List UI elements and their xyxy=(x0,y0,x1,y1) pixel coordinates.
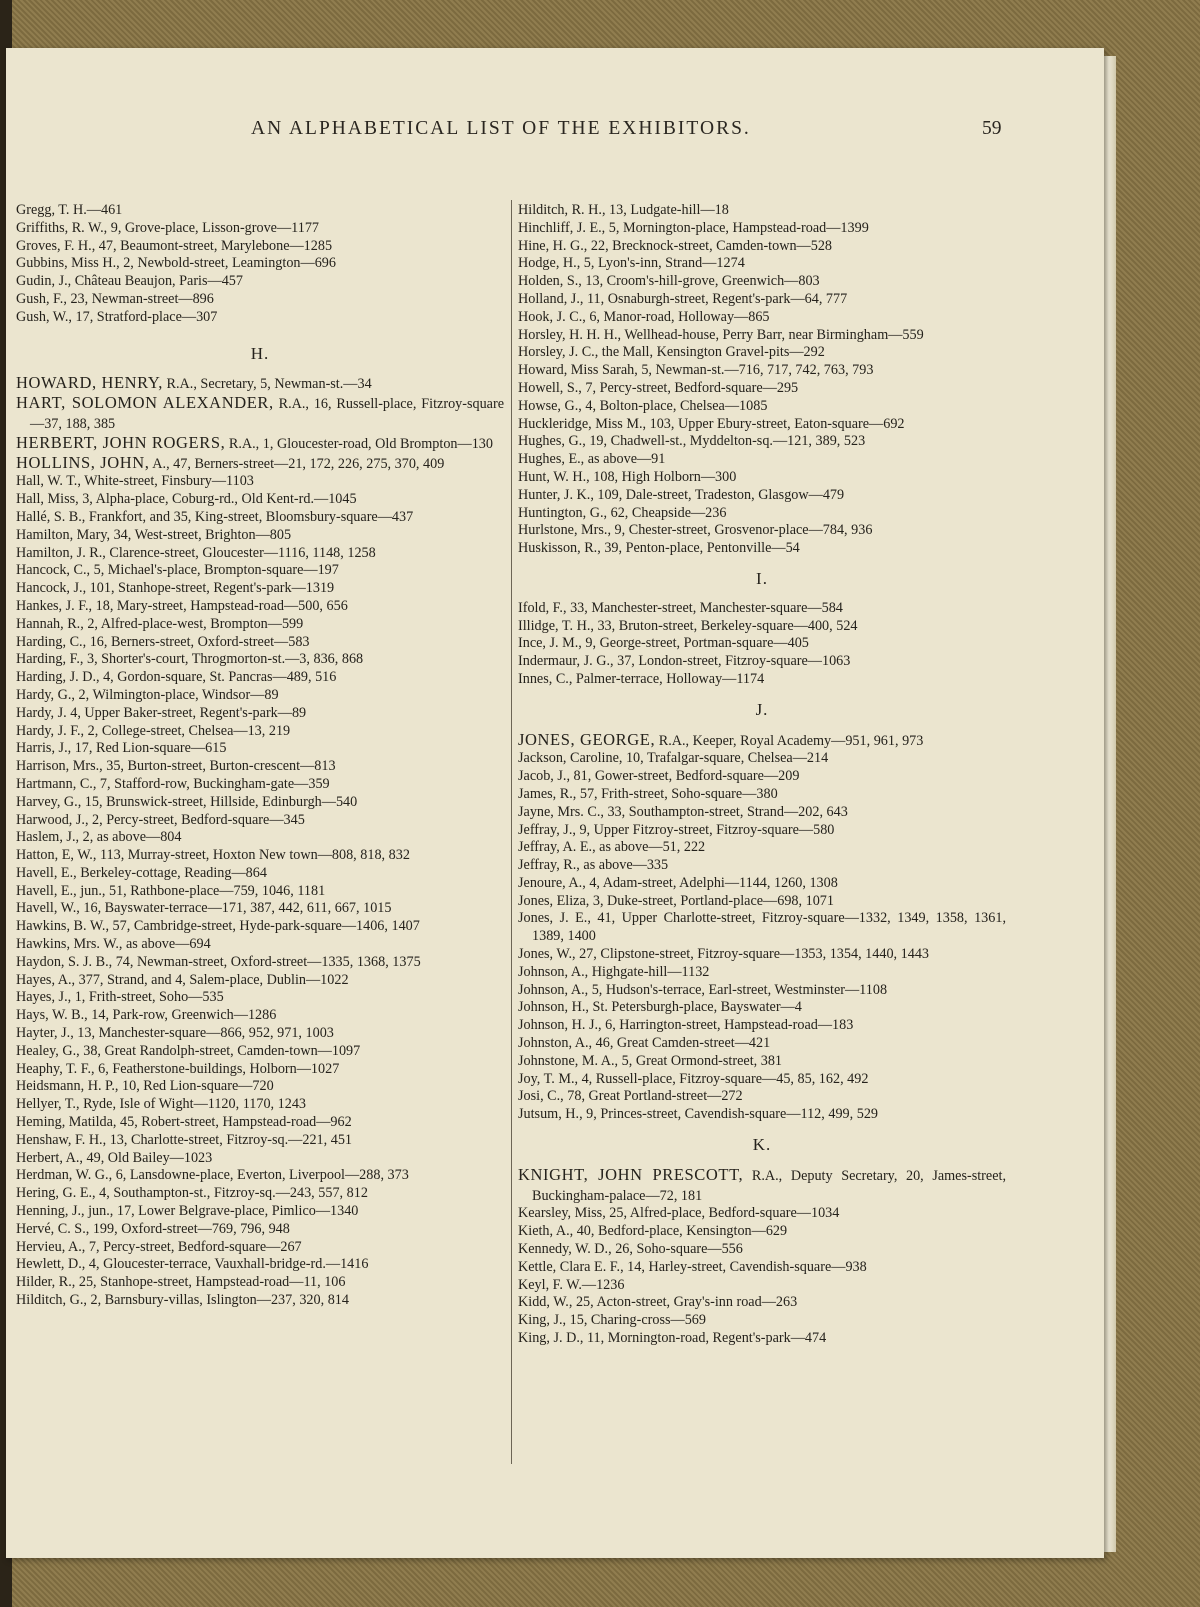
exhibitor-entry: Jeffray, A. E., as above—51, 222 xyxy=(518,839,706,856)
academician-entry xyxy=(16,394,504,434)
exhibitor-entry: Jutsum, H., 9, Princes-street, Cavendish-square—112, 499, 529 xyxy=(518,1106,879,1123)
exhibitor-entry: Hinchliff, J. E., 5, Mornington-place, Hampstead-road—1399 xyxy=(518,219,869,236)
exhibitor-entry: Holland, J., 11, Osnaburgh-street, Regent's-park—64, 777 xyxy=(518,290,848,307)
exhibitor-entry: Hawkins, Mrs. W., as above—694 xyxy=(16,936,211,953)
exhibitor-entry: Heaphy, T. F., 6, Featherstone-buildings, Holborn—1027 xyxy=(16,1060,340,1077)
exhibitor-entry: Hewlett, D., 4, Gloucester-terrace, Vauxhall-bridge-rd.—1416 xyxy=(16,1256,369,1273)
exhibitor-entry: Hardy, J. F., 2, College-street, Chelsea—13, 219 xyxy=(16,722,291,739)
exhibitor-entry: Hilder, R., 25, Stanhope-street, Hampstead-road—11, 106 xyxy=(16,1274,346,1291)
exhibitor-entry: Howard, Miss Sarah, 5, Newman-st.—716, 717, 742, 763, 793 xyxy=(518,362,874,379)
exhibitor-entry: Jones, J. E., 41, Upper Charlotte-street, Fitzroy-square—1332, 1349, 1358, 1361, 1389, 1400 xyxy=(518,910,1006,945)
exhibitor-entry: Hellyer, T., Ryde, Isle of Wight—1120, 1170, 1243 xyxy=(16,1096,307,1113)
section-letter: K. xyxy=(752,1135,772,1155)
exhibitor-entry: Gush, W., 17, Stratford-place—307 xyxy=(16,308,218,325)
exhibitor-entry: Jackson, Caroline, 10, Trafalgar-square, Chelsea—214 xyxy=(518,750,829,767)
exhibitor-entry: Huskisson, R., 39, Penton-place, Pentonville—54 xyxy=(518,540,800,557)
exhibitor-entry: Griffiths, R. W., 9, Grove-place, Lisson-grove—1177 xyxy=(16,219,320,236)
exhibitor-entry: Haslem, J., 2, as above—804 xyxy=(16,829,182,846)
exhibitor-entry: Hamilton, J. R., Clarence-street, Gloucester—1116, 1148, 1258 xyxy=(16,544,376,561)
exhibitor-entry: Johnstone, M. A., 5, Great Ormond-street, 381 xyxy=(518,1052,783,1069)
exhibitor-entry: Innes, C., Palmer-terrace, Holloway—1174 xyxy=(518,670,765,687)
exhibitor-entry: Henshaw, F. H., 13, Charlotte-street, Fitzroy-sq.—221, 451 xyxy=(16,1131,353,1148)
exhibitor-entry: Indermaur, J. G., 37, London-street, Fitzroy-square—1063 xyxy=(518,653,851,670)
exhibitor-entry: Harding, J. D., 4, Gordon-square, St. Pancras—489, 516 xyxy=(16,669,337,686)
academician-entry xyxy=(518,731,1006,751)
academician-entry xyxy=(16,454,504,474)
exhibitor-entry: Hays, W. B., 14, Park-row, Greenwich—1286 xyxy=(16,1007,277,1024)
exhibitor-entry: Hancock, J., 101, Stanhope-street, Regent's-park—1319 xyxy=(16,580,335,597)
exhibitor-entry: Hughes, E., as above—91 xyxy=(518,451,666,468)
exhibitor-entry: Hatton, E, W., 113, Murray-street, Hoxton New town—808, 818, 832 xyxy=(16,847,410,864)
exhibitor-entry: Jeffray, J., 9, Upper Fitzroy-street, Fitzroy-square—580 xyxy=(518,821,835,838)
section-letter: H. xyxy=(250,343,270,363)
section-letter: I. xyxy=(756,568,768,588)
exhibitor-entry: Hunter, J. K., 109, Dale-street, Tradeston, Glasgow—479 xyxy=(518,486,845,503)
exhibitor-entry: Hayter, J., 13, Manchester-square—866, 952, 971, 1003 xyxy=(16,1025,334,1042)
entry-details: R.A., 1, Gloucester-road, Old Brompton—130 xyxy=(225,435,493,452)
exhibitor-entry: Hook, J. C., 6, Manor-road, Holloway—865 xyxy=(518,308,770,325)
exhibitor-entry: Harwood, J., 2, Percy-street, Bedford-square—345 xyxy=(16,811,305,828)
exhibitor-entry: Groves, F. H., 47, Beaumont-street, Marylebone—1285 xyxy=(16,237,333,254)
exhibitor-entry: Havell, E., jun., 51, Rathbone-place—759, 1046, 1181 xyxy=(16,882,326,899)
academician-name: JONES, GEORGE, xyxy=(518,729,656,749)
page-number: 59 xyxy=(982,118,1002,139)
academician-entry xyxy=(16,374,504,394)
exhibitor-entry: Ifold, F., 33, Manchester-street, Manchester-square—584 xyxy=(518,599,843,616)
exhibitor-entry: Harvey, G., 15, Brunswick-street, Hillside, Edinburgh—540 xyxy=(16,793,358,810)
exhibitor-entry: Hervé, C. S., 199, Oxford-street—769, 796, 948 xyxy=(16,1220,290,1237)
exhibitor-entry: Haydon, S. J. B., 74, Newman-street, Oxford-street—1335, 1368, 1375 xyxy=(16,953,421,970)
exhibitor-entry: Hannah, R., 2, Alfred-place-west, Brompton—599 xyxy=(16,615,304,632)
exhibitor-entry: James, R., 57, Frith-street, Soho-square—380 xyxy=(518,785,778,802)
entry-details: R.A., Secretary, 5, Newman-st.—34 xyxy=(162,376,372,393)
academician-name: HOLLINS, JOHN, xyxy=(16,452,150,472)
running-title: AN ALPHABETICAL LIST OF THE EXHIBITORS. xyxy=(251,118,751,139)
exhibitor-entry: Harding, F., 3, Shorter's-court, Throgmorton-st.—3, 836, 868 xyxy=(16,651,364,668)
exhibitor-entry: Jones, W., 27, Clipstone-street, Fitzroy-square—1353, 1354, 1440, 1443 xyxy=(518,946,930,963)
exhibitor-entry: Johnson, H., St. Petersburgh-place, Bayswater—4 xyxy=(518,999,802,1016)
exhibitor-entry: Illidge, T. H., 33, Bruton-street, Berkeley-square—400, 524 xyxy=(518,617,858,634)
exhibitor-entry: Kieth, A., 40, Bedford-place, Kensington—629 xyxy=(518,1223,788,1240)
exhibitor-entry: Huntington, G., 62, Cheapside—236 xyxy=(518,504,727,521)
exhibitor-entry: Hering, G. E., 4, Southampton-st., Fitzroy-sq.—243, 557, 812 xyxy=(16,1185,368,1202)
exhibitor-entry: Herdman, W. G., 6, Lansdowne-place, Everton, Liverpool—288, 373 xyxy=(16,1167,409,1184)
exhibitor-entry: Hancock, C., 5, Michael's-place, Brompton-square—197 xyxy=(16,562,339,579)
academician-entry xyxy=(518,1166,1006,1206)
academician-entry xyxy=(16,434,504,454)
exhibitor-entry: Howse, G., 4, Bolton-place, Chelsea—1085 xyxy=(518,397,768,414)
exhibitor-entry: Johnson, H. J., 6, Harrington-street, Hampstead-road—183 xyxy=(518,1017,854,1034)
exhibitor-entry: Josi, C., 78, Great Portland-street—272 xyxy=(518,1088,743,1105)
exhibitor-entry: Johnson, A., Highgate-hill—1132 xyxy=(518,963,710,980)
exhibitor-entry: Hayes, A., 377, Strand, and 4, Salem-place, Dublin—1022 xyxy=(16,971,349,988)
exhibitor-entry: Hughes, G., 19, Chadwell-st., Myddelton-sq.—121, 389, 523 xyxy=(518,433,866,450)
exhibitor-entry: Harris, J., 17, Red Lion-square—615 xyxy=(16,740,227,757)
exhibitor-entry: Hine, H. G., 22, Brecknock-street, Camden-town—528 xyxy=(518,237,833,254)
exhibitor-entry: King, J., 15, Charing-cross—569 xyxy=(518,1312,706,1329)
exhibitor-entry: Hayes, J., 1, Frith-street, Soho—535 xyxy=(16,989,224,1006)
exhibitor-entry: Hankes, J. F., 18, Mary-street, Hampstead-road—500, 656 xyxy=(16,597,348,614)
exhibitor-entry: Hallé, S. B., Frankfort, and 35, King-street, Bloomsbury-square—437 xyxy=(16,508,414,525)
exhibitor-entry: Hall, W. T., White-street, Finsbury—1103 xyxy=(16,473,254,490)
exhibitor-entry: Jones, Eliza, 3, Duke-street, Portland-place—698, 1071 xyxy=(518,892,834,909)
exhibitor-entry: Kettle, Clara E. F., 14, Harley-street, Cavendish-square—938 xyxy=(518,1258,867,1275)
left-column xyxy=(16,202,504,1310)
exhibitor-entry: Hunt, W. H., 108, High Holborn—300 xyxy=(518,468,737,485)
page-edge xyxy=(1104,56,1116,1552)
exhibitor-entry: Ince, J. M., 9, George-street, Portman-square—405 xyxy=(518,635,809,652)
academician-name: HART, SOLOMON ALEXANDER, xyxy=(16,393,274,413)
exhibitor-entry: Heidsmann, H. P., 10, Red Lion-square—720 xyxy=(16,1078,274,1095)
exhibitor-entry: Horsley, H. H. H., Wellhead-house, Perry Barr, near Birmingham—559 xyxy=(518,326,924,343)
exhibitor-entry: Hawkins, B. W., 57, Cambridge-street, Hyde-park-square—1406, 1407 xyxy=(16,918,420,935)
exhibitor-entry: Jenoure, A., 4, Adam-street, Adelphi—1144, 1260, 1308 xyxy=(518,874,838,891)
entry-details: R.A., 16, Russell-place, Fitzroy-square—37, 188, 385 xyxy=(30,396,505,432)
exhibitor-entry: Hervieu, A., 7, Percy-street, Bedford-square—267 xyxy=(16,1238,302,1255)
exhibitor-entry: Hartmann, C., 7, Stafford-row, Buckingham-gate—359 xyxy=(16,775,330,792)
section-letter: J. xyxy=(755,699,769,719)
academician-name: KNIGHT, JOHN PRESCOTT, xyxy=(518,1164,744,1184)
exhibitor-entry: Hilditch, G., 2, Barnsbury-villas, Islington—237, 320, 814 xyxy=(16,1292,349,1309)
exhibitor-entry: Gubbins, Miss H., 2, Newbold-street, Leamington—696 xyxy=(16,255,336,272)
exhibitor-entry: Healey, G., 38, Great Randolph-street, Camden-town—1097 xyxy=(16,1042,361,1059)
academician-name: HERBERT, JOHN ROGERS, xyxy=(16,432,226,452)
exhibitor-entry: Hamilton, Mary, 34, West-street, Brighton—805 xyxy=(16,526,292,543)
exhibitor-entry: Heming, Matilda, 45, Robert-street, Hampstead-road—962 xyxy=(16,1114,352,1131)
exhibitor-entry: Holden, S., 13, Croom's-hill-grove, Greenwich—803 xyxy=(518,273,820,290)
right-column xyxy=(518,202,1006,1348)
exhibitor-entry: Harding, C., 16, Berners-street, Oxford-street—583 xyxy=(16,633,310,650)
exhibitor-entry: Havell, E., Berkeley-cottage, Reading—864 xyxy=(16,864,267,881)
exhibitor-entry: Hurlstone, Mrs., 9, Chester-street, Grosvenor-place—784, 936 xyxy=(518,522,873,539)
exhibitor-entry: Harrison, Mrs., 35, Burton-street, Burton-crescent—813 xyxy=(16,758,336,775)
exhibitor-entry: Huckleridge, Miss M., 103, Upper Ebury-street, Eaton-square—692 xyxy=(518,415,905,432)
exhibitor-entry: Howell, S., 7, Percy-street, Bedford-square—295 xyxy=(518,379,799,396)
exhibitor-entry: Hall, Miss, 3, Alpha-place, Coburg-rd., Old Kent-rd.—1045 xyxy=(16,491,357,508)
exhibitor-entry: Kearsley, Miss, 25, Alfred-place, Bedford-square—1034 xyxy=(518,1205,840,1222)
entry-details: R.A., Keeper, Royal Academy—951, 961, 973 xyxy=(655,732,924,749)
exhibitor-entry: Johnson, A., 5, Hudson's-terrace, Earl-street, Westminster—1108 xyxy=(518,981,888,998)
exhibitor-entry: Gudin, J., Château Beaujon, Paris—457 xyxy=(16,273,243,290)
exhibitor-entry: Herbert, A., 49, Old Bailey—1023 xyxy=(16,1149,213,1166)
exhibitor-entry: Henning, J., jun., 17, Lower Belgrave-place, Pimlico—1340 xyxy=(16,1203,359,1220)
exhibitor-entry: Keyl, F. W.—1236 xyxy=(518,1276,625,1293)
exhibitor-entry: Jacob, J., 81, Gower-street, Bedford-square—209 xyxy=(518,768,800,785)
exhibitor-entry: Kennedy, W. D., 26, Soho-square—556 xyxy=(518,1241,743,1258)
exhibitor-entry: Joy, T. M., 4, Russell-place, Fitzroy-square—45, 85, 162, 492 xyxy=(518,1070,869,1087)
exhibitor-entry: Hardy, J. 4, Upper Baker-street, Regent's-park—89 xyxy=(16,704,307,721)
book-page xyxy=(6,48,1104,1558)
exhibitor-entry: Gregg, T. H.—461 xyxy=(16,202,123,218)
exhibitor-entry: Gush, F., 23, Newman-street—896 xyxy=(16,290,214,307)
exhibitor-entry: Jayne, Mrs. C., 33, Southampton-street, Strand—202, 643 xyxy=(518,803,848,820)
entry-details: R.A., Deputy Secretary, 20, James-street, Buckingham-palace—72, 181 xyxy=(532,1167,1006,1204)
exhibitor-entry: Hardy, G., 2, Wilmington-place, Windsor—89 xyxy=(16,686,279,703)
academician-name: HOWARD, HENRY, xyxy=(16,373,163,393)
exhibitor-entry: Hodge, H., 5, Lyon's-inn, Strand—1274 xyxy=(518,255,745,272)
exhibitor-entry: Hilditch, R. H., 13, Ludgate-hill—18 xyxy=(518,202,729,218)
entry-details: A., 47, Berners-street—21, 172, 226, 275, 370, 409 xyxy=(149,455,445,472)
column-divider xyxy=(511,200,512,1464)
exhibitor-entry: Johnston, A., 46, Great Camden-street—421 xyxy=(518,1035,771,1052)
exhibitor-entry: Kidd, W., 25, Acton-street, Gray's-inn road—263 xyxy=(518,1294,798,1311)
exhibitor-entry: Havell, W., 16, Bayswater-terrace—171, 387, 442, 611, 667, 1015 xyxy=(16,900,392,917)
exhibitor-entry: King, J. D., 11, Mornington-road, Regent's-park—474 xyxy=(518,1330,827,1347)
exhibitor-entry: Jeffray, R., as above—335 xyxy=(518,857,669,874)
exhibitor-entry: Horsley, J. C., the Mall, Kensington Gravel-pits—292 xyxy=(518,344,825,361)
